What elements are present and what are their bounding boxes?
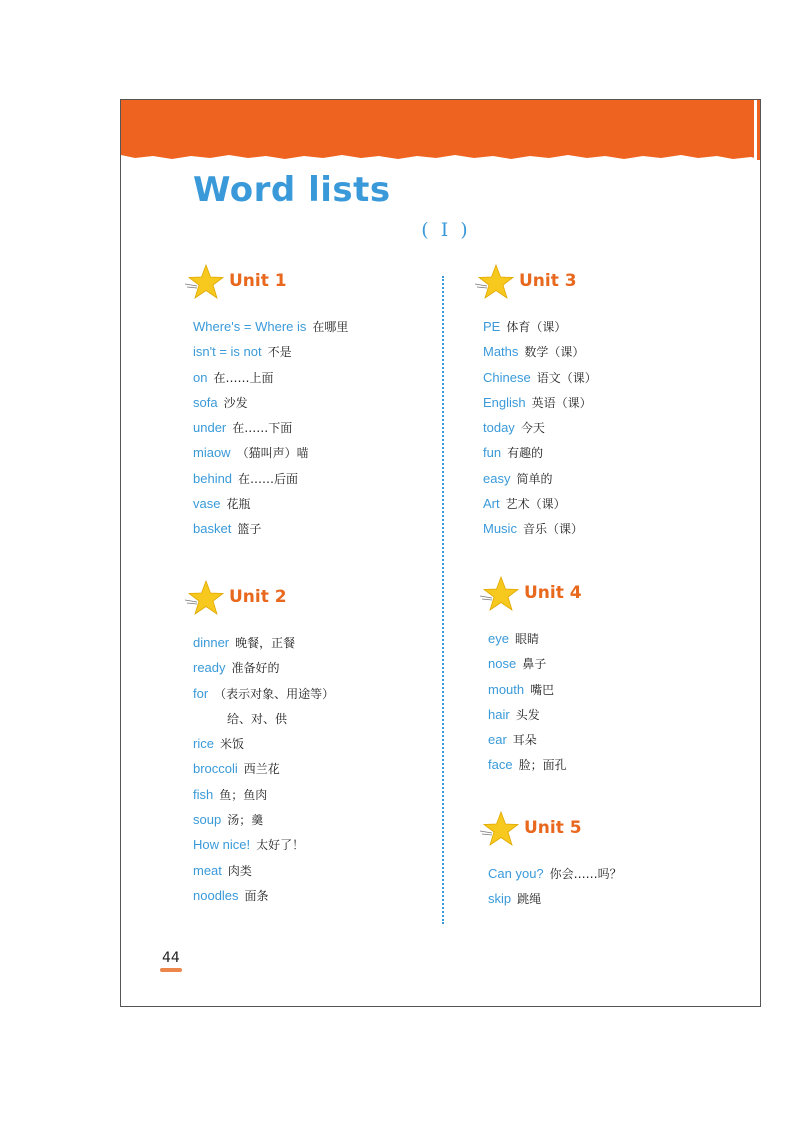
orange-header-banner xyxy=(121,100,760,158)
chinese-meaning: 篮子 xyxy=(237,522,262,537)
english-word: nose xyxy=(488,656,517,672)
english-word: vase xyxy=(193,496,221,512)
unit-heading xyxy=(193,582,334,622)
star-icon xyxy=(183,262,229,304)
chinese-meaning: 晚餐，正餐 xyxy=(235,636,296,650)
word-entry xyxy=(488,677,567,702)
word-entry xyxy=(193,390,348,415)
english-word: Art xyxy=(483,496,500,512)
chinese-meaning: 今天 xyxy=(520,421,545,436)
english-word: isn't = is not xyxy=(193,344,262,360)
english-word: fun xyxy=(483,445,502,461)
unit-3-section xyxy=(483,266,597,542)
word-entry xyxy=(483,390,597,415)
english-word: behind xyxy=(193,470,233,486)
english-word: sofa xyxy=(193,394,218,410)
english-word: miaow xyxy=(193,445,231,461)
english-word: under xyxy=(193,420,227,436)
chinese-meaning: 语文（课） xyxy=(536,370,597,385)
word-entry xyxy=(193,756,334,781)
chinese-meaning: 准备好的 xyxy=(231,661,280,676)
word-entry xyxy=(193,655,334,680)
unit-heading xyxy=(488,578,582,618)
word-list xyxy=(193,314,348,542)
english-word: basket xyxy=(193,521,232,537)
english-word: Chinese xyxy=(483,369,531,385)
chinese-meaning: 花瓶 xyxy=(226,497,251,512)
word-entry xyxy=(488,752,567,777)
chinese-meaning: 西兰花 xyxy=(243,762,280,777)
unit-heading xyxy=(193,266,348,306)
chinese-meaning: 跳绳 xyxy=(517,892,542,907)
english-word: for xyxy=(193,685,209,701)
chinese-meaning: 汤；羹 xyxy=(227,813,264,828)
english-word: easy xyxy=(483,470,511,486)
star-icon xyxy=(183,578,229,620)
chinese-meaning: （表示对象、用途等） xyxy=(214,686,335,701)
chinese-meaning: 沙发 xyxy=(223,395,248,410)
english-word: face xyxy=(488,757,513,773)
english-word: mouth xyxy=(488,681,525,697)
unit-heading xyxy=(483,266,597,306)
word-entry xyxy=(193,491,348,516)
english-word: today xyxy=(483,420,515,436)
english-word: broccoli xyxy=(193,761,238,777)
chinese-meaning: 面条 xyxy=(244,888,269,903)
english-word: fish xyxy=(193,786,214,802)
chinese-meaning: 英语（课） xyxy=(531,395,592,410)
english-word: dinner xyxy=(193,635,230,650)
word-entry xyxy=(483,339,597,364)
word-entry xyxy=(483,365,597,390)
chinese-meaning: 艺术（课） xyxy=(505,497,566,512)
word-entry xyxy=(193,365,348,390)
chinese-meaning: 耳朵 xyxy=(512,733,537,748)
star-icon xyxy=(473,262,519,304)
chinese-meaning: 头发 xyxy=(515,707,540,722)
word-entry xyxy=(488,727,567,752)
english-word: PE xyxy=(483,319,501,334)
star-icon xyxy=(478,574,524,616)
chinese-meaning: 太好了！ xyxy=(256,838,305,853)
unit-2-section xyxy=(193,582,334,908)
textbook-page xyxy=(120,99,761,1007)
chinese-meaning: 鱼；鱼肉 xyxy=(219,787,268,802)
chinese-meaning: 眼睛 xyxy=(514,632,539,646)
chinese-meaning: 米饭 xyxy=(219,737,244,752)
chinese-meaning: 你会……吗？ xyxy=(549,867,622,881)
chinese-meaning: 给、对、供 xyxy=(227,711,288,726)
word-entry xyxy=(193,314,348,339)
chinese-meaning: （猫叫声）喵 xyxy=(236,446,309,461)
chinese-meaning: 嘴巴 xyxy=(530,682,555,697)
english-word: ready xyxy=(193,660,226,676)
english-word: soup xyxy=(193,812,222,828)
word-entry xyxy=(193,339,348,364)
chinese-meaning: 简单的 xyxy=(516,471,553,486)
word-entry xyxy=(193,630,334,655)
unit-5-section xyxy=(488,813,622,912)
english-word: Where's = Where is xyxy=(193,319,307,334)
unit-1-title: Unit 1 xyxy=(229,271,287,291)
english-word: eye xyxy=(488,631,509,646)
word-entry xyxy=(193,731,334,756)
chinese-meaning: 体育（课） xyxy=(506,320,567,334)
chinese-meaning: 脸；面孔 xyxy=(518,758,567,773)
unit-4-title: Unit 4 xyxy=(524,583,582,603)
word-entry xyxy=(193,858,334,883)
chinese-meaning: 肉类 xyxy=(227,863,252,878)
word-entry xyxy=(193,807,334,832)
unit-1-section xyxy=(193,266,348,542)
word-entry xyxy=(483,516,597,541)
unit-2-title: Unit 2 xyxy=(229,587,287,607)
english-word: Music xyxy=(483,521,517,537)
chinese-meaning: 在……后面 xyxy=(238,471,299,486)
star-icon xyxy=(478,809,524,851)
chinese-meaning: 音乐（课） xyxy=(522,522,583,537)
page-number: 44 xyxy=(162,950,180,966)
word-entry xyxy=(483,314,597,339)
word-entry xyxy=(193,415,348,440)
chinese-meaning: 数学（课） xyxy=(524,345,585,360)
english-word: How nice! xyxy=(193,837,251,853)
word-entry xyxy=(483,415,597,440)
word-entry xyxy=(488,651,567,676)
word-entry xyxy=(483,440,597,465)
word-entry xyxy=(193,832,334,857)
word-entry xyxy=(483,466,597,491)
chinese-meaning: 在……上面 xyxy=(213,370,274,385)
unit-3-title: Unit 3 xyxy=(519,271,577,291)
word-entry xyxy=(488,702,567,727)
english-word: hair xyxy=(488,706,510,722)
word-entry xyxy=(488,886,622,911)
chinese-meaning: 在哪里 xyxy=(312,320,349,334)
unit-5-title: Unit 5 xyxy=(524,818,582,838)
chinese-meaning: 有趣的 xyxy=(507,446,544,461)
page-title: Word lists xyxy=(193,170,391,210)
english-word: Can you? xyxy=(488,866,544,881)
word-list xyxy=(488,626,567,778)
english-word: skip xyxy=(488,891,512,907)
unit-4-section xyxy=(488,578,582,778)
word-entry xyxy=(193,681,334,706)
word-entry xyxy=(193,516,348,541)
english-word: Maths xyxy=(483,344,519,360)
column-divider xyxy=(442,276,444,924)
chinese-meaning: 不是 xyxy=(267,345,292,360)
page-number-underline xyxy=(160,968,182,972)
word-entry xyxy=(193,883,334,908)
word-list xyxy=(483,314,597,542)
word-entry xyxy=(193,440,348,465)
chinese-meaning: 在……下面 xyxy=(232,421,293,436)
word-entry xyxy=(193,706,334,731)
english-word: English xyxy=(483,394,526,410)
word-entry xyxy=(193,466,348,491)
page-subtitle: ( I ) xyxy=(421,219,471,241)
english-word: meat xyxy=(193,862,222,878)
word-list xyxy=(193,630,334,908)
word-entry xyxy=(483,491,597,516)
word-list xyxy=(488,861,622,912)
chinese-meaning: 鼻子 xyxy=(522,657,547,672)
word-entry xyxy=(488,626,567,651)
english-word: rice xyxy=(193,736,214,752)
word-entry xyxy=(193,782,334,807)
english-word: on xyxy=(193,369,208,385)
english-word: noodles xyxy=(193,887,239,903)
english-word: ear xyxy=(488,732,507,748)
unit-heading xyxy=(488,813,622,853)
word-entry xyxy=(488,861,622,886)
